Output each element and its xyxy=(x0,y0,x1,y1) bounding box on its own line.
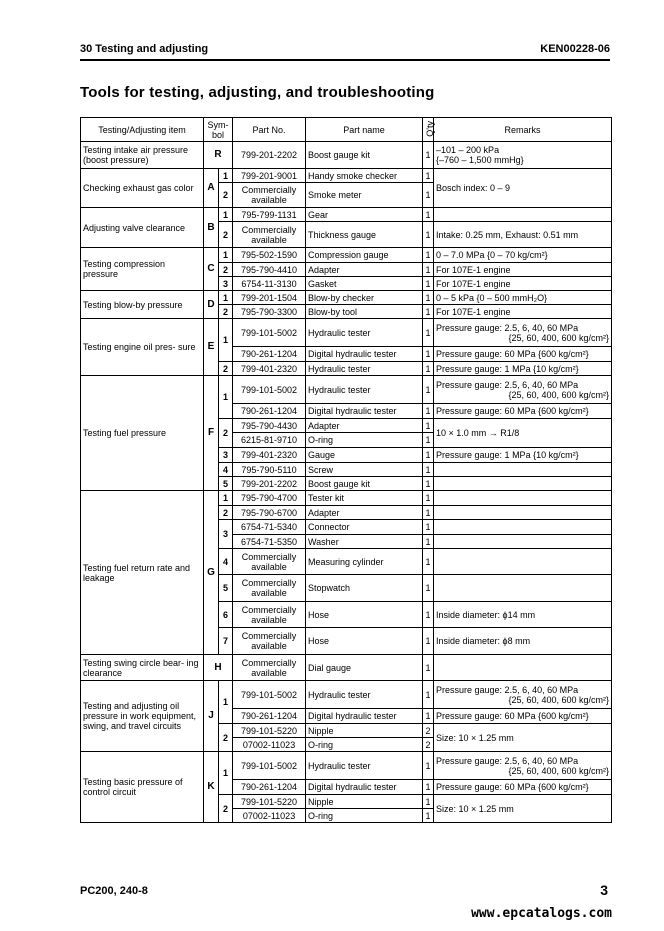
table-row xyxy=(81,248,612,263)
qty-cell: 1 xyxy=(423,535,434,549)
part-name-cell: Nipple xyxy=(306,795,423,809)
number-cell: 2 xyxy=(219,222,233,248)
symbol-cell: F xyxy=(204,376,219,491)
remarks-cell xyxy=(434,655,612,681)
qty-cell: 2 xyxy=(423,724,434,738)
part-name-cell: Hydraulic tester xyxy=(306,376,423,404)
part-name-cell: Nipple xyxy=(306,724,423,738)
part-no-cell: 799-101-5220 xyxy=(233,795,306,809)
remarks-cell xyxy=(434,208,612,222)
item-cell: Testing engine oil pres- sure xyxy=(81,319,204,376)
item-cell: Checking exhaust gas color xyxy=(81,169,204,208)
col-header-item: Testing/Adjusting item xyxy=(81,118,204,142)
number-cell: 3 xyxy=(219,520,233,549)
part-no-cell: 799-201-2202 xyxy=(233,142,306,169)
number-cell: 1 xyxy=(219,752,233,795)
remarks-cell: –101 – 200 kPa {–760 – 1,500 mmHg} xyxy=(434,142,612,169)
part-name-cell: Boost gauge kit xyxy=(306,477,423,491)
table-row xyxy=(81,752,612,780)
document-code: KEN00228-06 xyxy=(540,43,610,55)
item-cell: Testing fuel return rate and leakage xyxy=(81,491,204,655)
item-cell: Testing swing circle bear- ing clearance xyxy=(81,655,204,681)
part-no-cell: 799-101-5002 xyxy=(233,376,306,404)
part-no-cell: 799-201-2202 xyxy=(233,477,306,491)
remarks-cell xyxy=(434,575,612,602)
part-name-cell: Smoke meter xyxy=(306,183,423,208)
qty-cell: 1 xyxy=(423,809,434,823)
remarks-cell: Pressure gauge: 1 MPa {10 kg/cm²} xyxy=(434,448,612,463)
number-cell: 2 xyxy=(219,183,233,208)
number-cell: 2 xyxy=(219,724,233,752)
table-row xyxy=(81,169,612,183)
number-cell: 2 xyxy=(219,362,233,376)
remarks-cell: Size: 10 × 1.25 mm xyxy=(434,724,612,752)
symbol-cell: A xyxy=(204,169,219,208)
item-cell: Testing intake air pressure (boost pressure) xyxy=(81,142,204,169)
part-name-cell: Blow-by checker xyxy=(306,291,423,305)
model-label: PC200, 240-8 xyxy=(80,885,148,897)
part-name-cell: Adapter xyxy=(306,419,423,433)
qty-cell: 1 xyxy=(423,291,434,305)
part-no-cell: 790-261-1204 xyxy=(233,404,306,419)
part-no-cell: 795-799-1131 xyxy=(233,208,306,222)
section-title: 30 Testing and adjusting xyxy=(80,43,209,55)
number-cell: 7 xyxy=(219,628,233,655)
remarks-cell: 0 – 5 kPa {0 – 500 mmH₂O} xyxy=(434,291,612,305)
part-name-cell: Measuring cylinder xyxy=(306,549,423,575)
part-no-cell: 795-790-5110 xyxy=(233,463,306,477)
part-no-cell: 799-101-5002 xyxy=(233,752,306,780)
table-row xyxy=(81,142,612,169)
qty-cell: 1 xyxy=(423,602,434,628)
qty-cell: 1 xyxy=(423,506,434,520)
part-no-cell: 799-101-5220 xyxy=(233,724,306,738)
remarks-cell xyxy=(434,491,612,506)
number-cell: 6 xyxy=(219,602,233,628)
part-name-cell: Digital hydraulic tester xyxy=(306,404,423,419)
remarks-cell: For 107E-1 engine xyxy=(434,277,612,291)
symbol-cell: H xyxy=(204,655,233,681)
remarks-cell: Pressure gauge: 60 MPa {600 kg/cm²} xyxy=(434,780,612,795)
table-row xyxy=(81,319,612,347)
item-cell: Testing blow-by pressure xyxy=(81,291,204,319)
part-name-cell: Compression gauge xyxy=(306,248,423,263)
symbol-cell: B xyxy=(204,208,219,248)
number-cell: 5 xyxy=(219,575,233,602)
table-row xyxy=(81,655,612,681)
part-name-cell: Adapter xyxy=(306,506,423,520)
part-name-cell: Hydraulic tester xyxy=(306,362,423,376)
qty-cell: 1 xyxy=(423,263,434,277)
qty-cell: 1 xyxy=(423,709,434,724)
qty-cell: 1 xyxy=(423,628,434,655)
part-no-cell: 790-261-1204 xyxy=(233,709,306,724)
col-header-qty: Q'ty xyxy=(423,118,434,142)
number-cell: 1 xyxy=(219,491,233,506)
part-no-cell: 07002-11023 xyxy=(233,738,306,752)
page-number: 3 xyxy=(600,882,608,898)
item-cell: Testing and adjusting oil pressure in work equipment, swing, and travel circuits xyxy=(81,681,204,752)
part-no-cell: Commercially available xyxy=(233,575,306,602)
symbol-cell: C xyxy=(204,248,219,291)
part-no-cell: 799-101-5002 xyxy=(233,319,306,347)
part-no-cell: 799-201-1504 xyxy=(233,291,306,305)
col-header-part-name: Part name xyxy=(306,118,423,142)
number-cell: 1 xyxy=(219,376,233,419)
remarks-cell xyxy=(434,535,612,549)
part-name-cell: Thickness gauge xyxy=(306,222,423,248)
qty-cell: 1 xyxy=(423,752,434,780)
number-cell: 1 xyxy=(219,208,233,222)
remarks-cell xyxy=(434,520,612,535)
table-row xyxy=(81,376,612,404)
qty-cell: 1 xyxy=(423,222,434,248)
part-name-cell: Dial gauge xyxy=(306,655,423,681)
number-cell: 2 xyxy=(219,305,233,319)
qty-cell: 1 xyxy=(423,142,434,169)
qty-cell: 1 xyxy=(423,208,434,222)
remarks-cell: Pressure gauge: 1 MPa {10 kg/cm²} xyxy=(434,362,612,376)
symbol-cell: J xyxy=(204,681,219,752)
part-name-cell: Hose xyxy=(306,602,423,628)
number-cell: 2 xyxy=(219,263,233,277)
part-no-cell: 795-790-4700 xyxy=(233,491,306,506)
part-name-cell: Connector xyxy=(306,520,423,535)
remarks-cell: Intake: 0.25 mm, Exhaust: 0.51 mm xyxy=(434,222,612,248)
number-cell: 4 xyxy=(219,463,233,477)
part-no-cell: 6754-11-3130 xyxy=(233,277,306,291)
qty-cell: 1 xyxy=(423,795,434,809)
part-no-cell: 6215-81-9710 xyxy=(233,433,306,448)
part-name-cell: Washer xyxy=(306,535,423,549)
remarks-cell: Pressure gauge: 2.5, 6, 40, 60 MPa {25, 60, 400, 600 kg/cm²} xyxy=(434,752,612,780)
part-no-cell: Commercially available xyxy=(233,628,306,655)
qty-cell: 1 xyxy=(423,277,434,291)
symbol-cell: E xyxy=(204,319,219,376)
remarks-cell: Pressure gauge: 2.5, 6, 40, 60 MPa {25, 60, 400, 600 kg/cm²} xyxy=(434,376,612,404)
number-cell: 4 xyxy=(219,549,233,575)
symbol-cell: K xyxy=(204,752,219,823)
part-name-cell: Digital hydraulic tester xyxy=(306,347,423,362)
remarks-cell: Pressure gauge: 60 MPa {600 kg/cm²} xyxy=(434,709,612,724)
number-cell: 3 xyxy=(219,277,233,291)
remarks-cell: Pressure gauge: 2.5, 6, 40, 60 MPa {25, 60, 400, 600 kg/cm²} xyxy=(434,319,612,347)
part-no-cell: Commercially available xyxy=(233,549,306,575)
part-name-cell: Stopwatch xyxy=(306,575,423,602)
part-no-cell: 795-790-4430 xyxy=(233,419,306,433)
qty-cell: 1 xyxy=(423,376,434,404)
part-name-cell: Handy smoke checker xyxy=(306,169,423,183)
number-cell: 2 xyxy=(219,795,233,823)
table-header-row xyxy=(81,118,612,142)
table-row xyxy=(81,681,612,709)
part-name-cell: Gear xyxy=(306,208,423,222)
part-name-cell: Gauge xyxy=(306,448,423,463)
qty-cell: 1 xyxy=(423,419,434,433)
part-no-cell: 795-790-4410 xyxy=(233,263,306,277)
table-row xyxy=(81,208,612,222)
part-no-cell: 799-101-5002 xyxy=(233,681,306,709)
header-rule xyxy=(80,59,610,61)
qty-cell: 1 xyxy=(423,347,434,362)
tools-table xyxy=(80,117,612,823)
col-header-part-no: Part No. xyxy=(233,118,306,142)
part-name-cell: Digital hydraulic tester xyxy=(306,709,423,724)
part-no-cell: 795-790-6700 xyxy=(233,506,306,520)
part-no-cell: 795-502-1590 xyxy=(233,248,306,263)
remarks-cell: Pressure gauge: 60 MPa {600 kg/cm²} xyxy=(434,347,612,362)
number-cell: 1 xyxy=(219,319,233,362)
remarks-cell xyxy=(434,477,612,491)
item-cell: Testing compression pressure xyxy=(81,248,204,291)
qty-cell: 1 xyxy=(423,183,434,208)
part-no-cell: 799-201-9001 xyxy=(233,169,306,183)
remarks-cell: For 107E-1 engine xyxy=(434,263,612,277)
col-header-symbol: Sym- bol xyxy=(204,118,233,142)
col-header-remarks: Remarks xyxy=(434,118,612,142)
remarks-cell: 10 × 1.0 mm → R1/8 xyxy=(434,419,612,448)
qty-cell: 1 xyxy=(423,362,434,376)
remarks-cell: For 107E-1 engine xyxy=(434,305,612,319)
part-name-cell: Boost gauge kit xyxy=(306,142,423,169)
number-cell: 1 xyxy=(219,681,233,724)
part-name-cell: Gasket xyxy=(306,277,423,291)
part-name-cell: Hose xyxy=(306,628,423,655)
symbol-cell: D xyxy=(204,291,219,319)
qty-cell: 1 xyxy=(423,404,434,419)
number-cell: 1 xyxy=(219,169,233,183)
part-no-cell: Commercially available xyxy=(233,183,306,208)
remarks-cell xyxy=(434,549,612,575)
part-name-cell: Hydraulic tester xyxy=(306,752,423,780)
qty-cell: 1 xyxy=(423,305,434,319)
qty-cell: 1 xyxy=(423,448,434,463)
part-name-cell: Hydraulic tester xyxy=(306,319,423,347)
part-name-cell: Screw xyxy=(306,463,423,477)
number-cell: 5 xyxy=(219,477,233,491)
remarks-cell: Bosch index: 0 – 9 xyxy=(434,169,612,208)
remarks-cell: Size: 10 × 1.25 mm xyxy=(434,795,612,823)
number-cell: 1 xyxy=(219,291,233,305)
number-cell: 3 xyxy=(219,448,233,463)
part-name-cell: Adapter xyxy=(306,263,423,277)
part-no-cell: 07002-11023 xyxy=(233,809,306,823)
item-cell: Testing basic pressure of control circuit xyxy=(81,752,204,823)
part-name-cell: O-ring xyxy=(306,809,423,823)
qty-cell: 1 xyxy=(423,433,434,448)
number-cell: 1 xyxy=(219,248,233,263)
qty-cell: 1 xyxy=(423,319,434,347)
part-no-cell: Commercially available xyxy=(233,655,306,681)
remarks-cell: Inside diameter: ϕ8 mm xyxy=(434,628,612,655)
qty-cell: 1 xyxy=(423,248,434,263)
part-no-cell: 790-261-1204 xyxy=(233,347,306,362)
remarks-cell xyxy=(434,463,612,477)
remarks-cell xyxy=(434,506,612,520)
qty-cell: 1 xyxy=(423,681,434,709)
part-no-cell: 6754-71-5350 xyxy=(233,535,306,549)
part-no-cell: Commercially available xyxy=(233,222,306,248)
item-cell: Testing fuel pressure xyxy=(81,376,204,491)
qty-cell: 1 xyxy=(423,575,434,602)
number-cell: 2 xyxy=(219,506,233,520)
part-no-cell: 790-261-1204 xyxy=(233,780,306,795)
qty-cell: 1 xyxy=(423,463,434,477)
remarks-cell: 0 – 7.0 MPa {0 – 70 kg/cm²} xyxy=(434,248,612,263)
watermark: www.epcatalogs.com xyxy=(471,906,612,921)
part-name-cell: O-ring xyxy=(306,433,423,448)
qty-cell: 1 xyxy=(423,780,434,795)
symbol-cell: G xyxy=(204,491,219,655)
table-row xyxy=(81,291,612,305)
qty-cell: 1 xyxy=(423,477,434,491)
part-no-cell: 799-401-2320 xyxy=(233,448,306,463)
part-no-cell: Commercially available xyxy=(233,602,306,628)
number-cell: 2 xyxy=(219,419,233,448)
remarks-cell: Pressure gauge: 2.5, 6, 40, 60 MPa {25, 60, 400, 600 kg/cm²} xyxy=(434,681,612,709)
part-name-cell: Tester kit xyxy=(306,491,423,506)
part-name-cell: Blow-by tool xyxy=(306,305,423,319)
symbol-cell: R xyxy=(204,142,233,169)
item-cell: Adjusting valve clearance xyxy=(81,208,204,248)
table-row xyxy=(81,491,612,506)
part-name-cell: O-ring xyxy=(306,738,423,752)
qty-cell: 1 xyxy=(423,520,434,535)
page-title: Tools for testing, adjusting, and troubleshooting xyxy=(80,84,435,101)
qty-cell: 1 xyxy=(423,491,434,506)
qty-cell: 1 xyxy=(423,549,434,575)
part-name-cell: Hydraulic tester xyxy=(306,681,423,709)
part-no-cell: 6754-71-5340 xyxy=(233,520,306,535)
part-name-cell: Digital hydraulic tester xyxy=(306,780,423,795)
remarks-cell: Inside diameter: ϕ14 mm xyxy=(434,602,612,628)
qty-cell: 2 xyxy=(423,738,434,752)
qty-cell: 1 xyxy=(423,655,434,681)
part-no-cell: 799-401-2320 xyxy=(233,362,306,376)
part-no-cell: 795-790-3300 xyxy=(233,305,306,319)
remarks-cell: Pressure gauge: 60 MPa {600 kg/cm²} xyxy=(434,404,612,419)
qty-cell: 1 xyxy=(423,169,434,183)
